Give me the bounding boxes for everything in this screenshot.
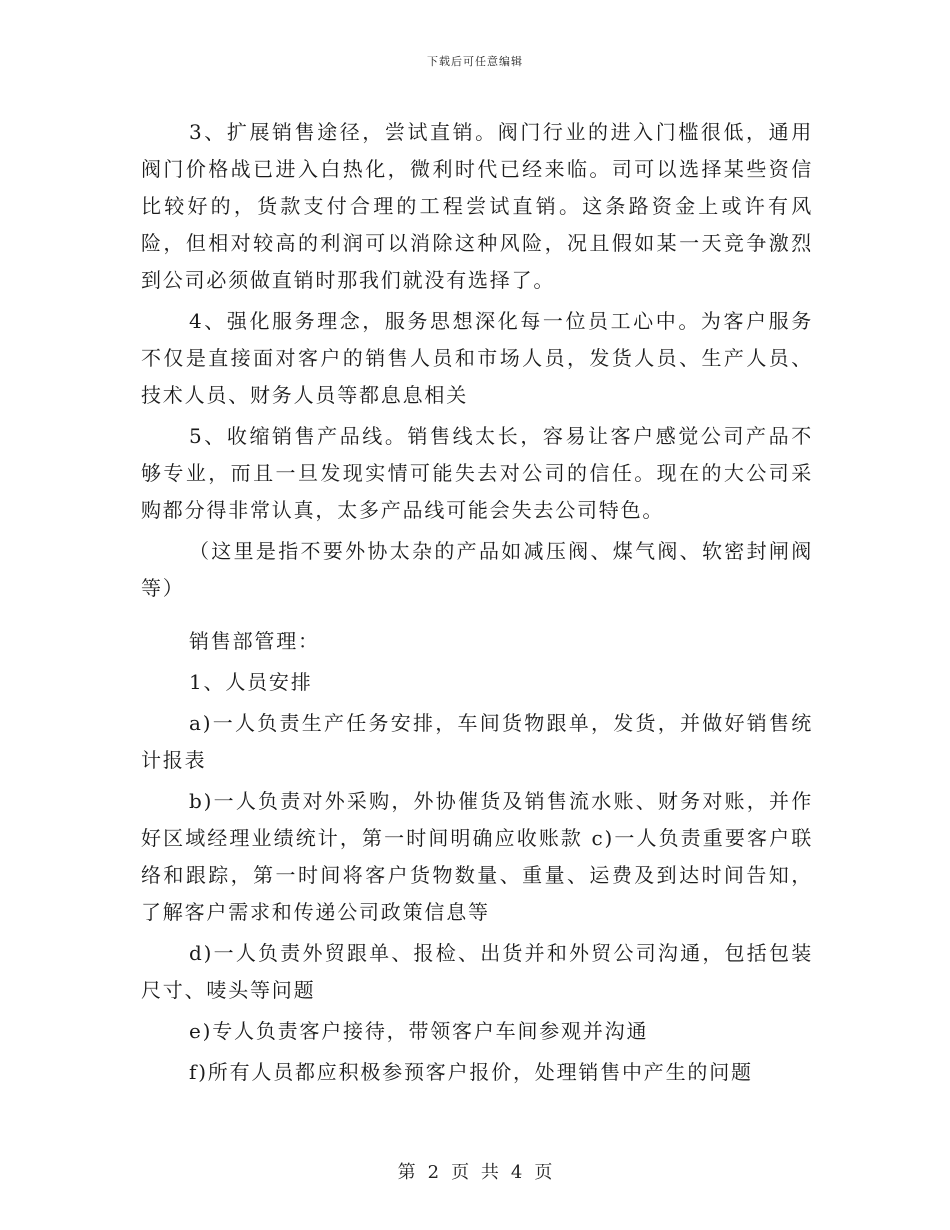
paragraph-note-outsourcing: （这里是指不要外协太杂的产品如减压阀、煤气阀、软密封闸阀等） [141, 539, 813, 600]
paragraph-shrink-product-line: 5、收缩销售产品线。销售线太长，容易让客户感觉公司产品不够专业，而且一旦发现实情可能失去对公司的信任。现在的大公司采购都分得非常认真，太多产品线可能会失去公司特色。 [141, 424, 813, 522]
list-item-f: f)所有人员都应积极参预客户报价，处理销售中产生的问题 [189, 1060, 753, 1084]
footer-current-page: 2 [427, 1162, 440, 1183]
document-body [141, 114, 813, 1095]
list-item-e: e)专人负责客户接待，带领客户车间参观并沟通 [189, 1019, 649, 1043]
footer-suffix: 页 [534, 1162, 553, 1183]
list-item-a: a)一人负责生产任务安排，车间货物跟单，发货，并做好销售统计报表 [141, 711, 813, 772]
footer-total-pages: 4 [510, 1162, 523, 1183]
footer-middle: 页 共 [451, 1162, 499, 1183]
subheading-staff-arrangement: 1、人员安排 [189, 670, 313, 694]
page-header-note: 下载后可任意编辑 [427, 55, 523, 68]
page-footer [0, 1158, 950, 1184]
footer-prefix: 第 [397, 1162, 416, 1183]
list-item-b-c: b)一人负责对外采购，外协催货及销售流水账、财务对账，并作好区域经理业绩统计，第一时间明确应收账款 c)一人负责重要客户联络和跟踪，第一时间将客户货物数量、重量、运费及到达时间告知，了解客户需求和传递公司政策信息等 [141, 789, 813, 924]
list-item-d: d)一人负责外贸跟单、报检、出货并和外贸公司沟通，包括包装尺寸、唛头等问题 [141, 941, 813, 1002]
paragraph-expand-sales-channels: 3、扩展销售途径，尝试直销。阀门行业的进入门槛很低，通用阀门价格战已进入白热化，微利时代已经来临。司可以选择某些资信比较好的，货款支付合理的工程尝试直销。这条路资金上或许有风险，但相对较高的利润可以消除这种风险，况且假如某一天竞争激烈到公司必须做直销时那我们就没有选择了。 [141, 120, 813, 292]
paragraph-service-concept: 4、强化服务理念，服务思想深化每一位员工心中。为客户服务不仅是直接面对客户的销售人员和市场人员，发货人员、生产人员、技术人员、财务人员等都息息相关 [141, 309, 813, 407]
section-heading-sales-management: 销售部管理： [189, 629, 320, 653]
